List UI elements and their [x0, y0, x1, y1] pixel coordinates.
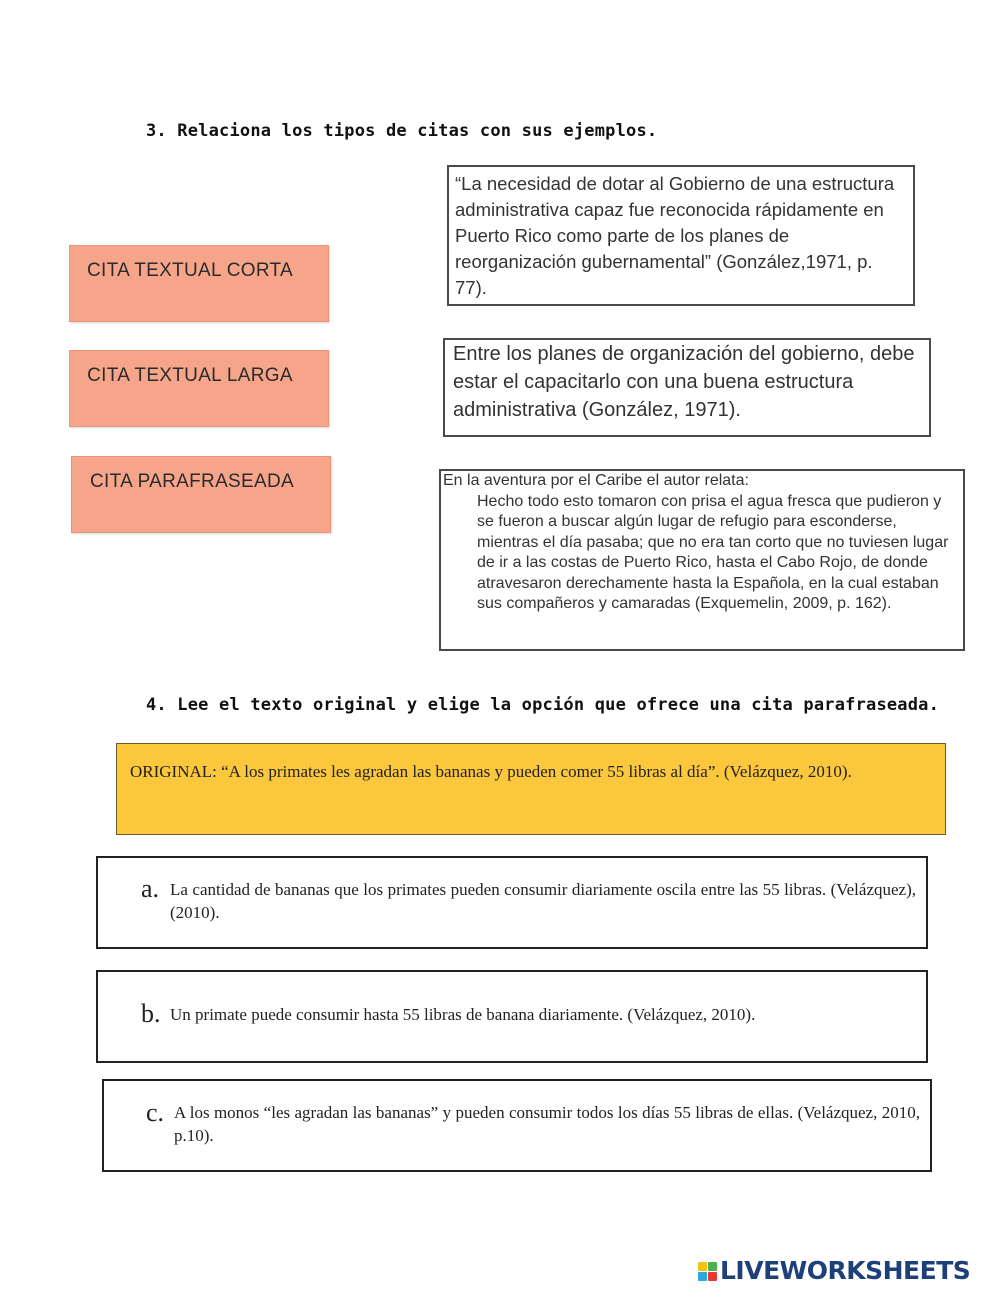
example-3-intro: En la aventura por el Caribe el autor relata:	[443, 472, 749, 489]
option-a-letter: a.	[141, 874, 160, 903]
option-b[interactable]	[96, 970, 928, 1063]
question-4-title: 4. Lee el texto original y elige la opción que ofrece una cita parafraseada.	[146, 695, 940, 715]
example-1-text: “La necesidad de dotar al Gobierno de una estructura administrativa capaz fue reconocida rápidamente en Puerto Rico como parte de los planes de reorganización gubernamental” (González,1971, p. 77).	[455, 173, 895, 298]
option-a-text: La cantidad de bananas que los primates pueden consumir diariamente oscila entre las 55 libras. (Velázquez), (2010).	[170, 880, 916, 922]
option-b-text: Un primate puede consumir hasta 55 libras de banana diariamente. (Velázquez, 2010).	[170, 1005, 756, 1024]
liveworksheets-logo-icon	[698, 1262, 717, 1281]
cita-type-textual-corta[interactable]: CITA TEXTUAL CORTA	[69, 245, 329, 322]
liveworksheets-logo[interactable]	[698, 1257, 970, 1285]
example-textual-larga-box[interactable]	[439, 469, 965, 651]
cita-type-textual-larga[interactable]: CITA TEXTUAL LARGA	[69, 350, 329, 427]
example-textual-corta-box[interactable]	[447, 165, 915, 306]
original-quote-box: ORIGINAL: “A los primates les agradan las bananas y pueden comer 55 libras al día”. (Velázquez, 2010).	[116, 743, 946, 835]
example-3-text: Hecho todo esto tomaron con prisa el agua fresca que pudieron y se fueron a buscar algún lugar de refugio para esconderse, mientras el día pasaba; que no era tan corto que no tuviesen lugar de ir a las costas de Puerto Rico, hasta el Cabo Rojo, de donde atravesaron derechamente hasta la Española, en la cual estaban sus compañeros y camaradas (Exquemelin, 2009, p. 162).	[477, 492, 949, 612]
option-c[interactable]	[102, 1079, 932, 1172]
example-2-text: Entre los planes de organización del gobierno, debe estar el capacitarlo con una buena estructura administrativa (González, 1971).	[453, 343, 915, 421]
option-b-letter: b.	[141, 999, 161, 1028]
liveworksheets-logo-text: LIVEWORKSHEETS	[720, 1256, 971, 1285]
option-a[interactable]	[96, 856, 928, 949]
option-c-letter: c.	[146, 1098, 165, 1127]
question-3-title: 3. Relaciona los tipos de citas con sus ejemplos.	[146, 121, 658, 141]
example-parafraseada-box[interactable]	[443, 338, 931, 437]
option-c-text: A los monos “les agradan las bananas” y pueden consumir todos los días 55 libras de ellas. (Velázquez, 2010, p.10).	[174, 1103, 920, 1145]
cita-type-parafraseada[interactable]: CITA PARAFRASEADA	[71, 456, 331, 533]
